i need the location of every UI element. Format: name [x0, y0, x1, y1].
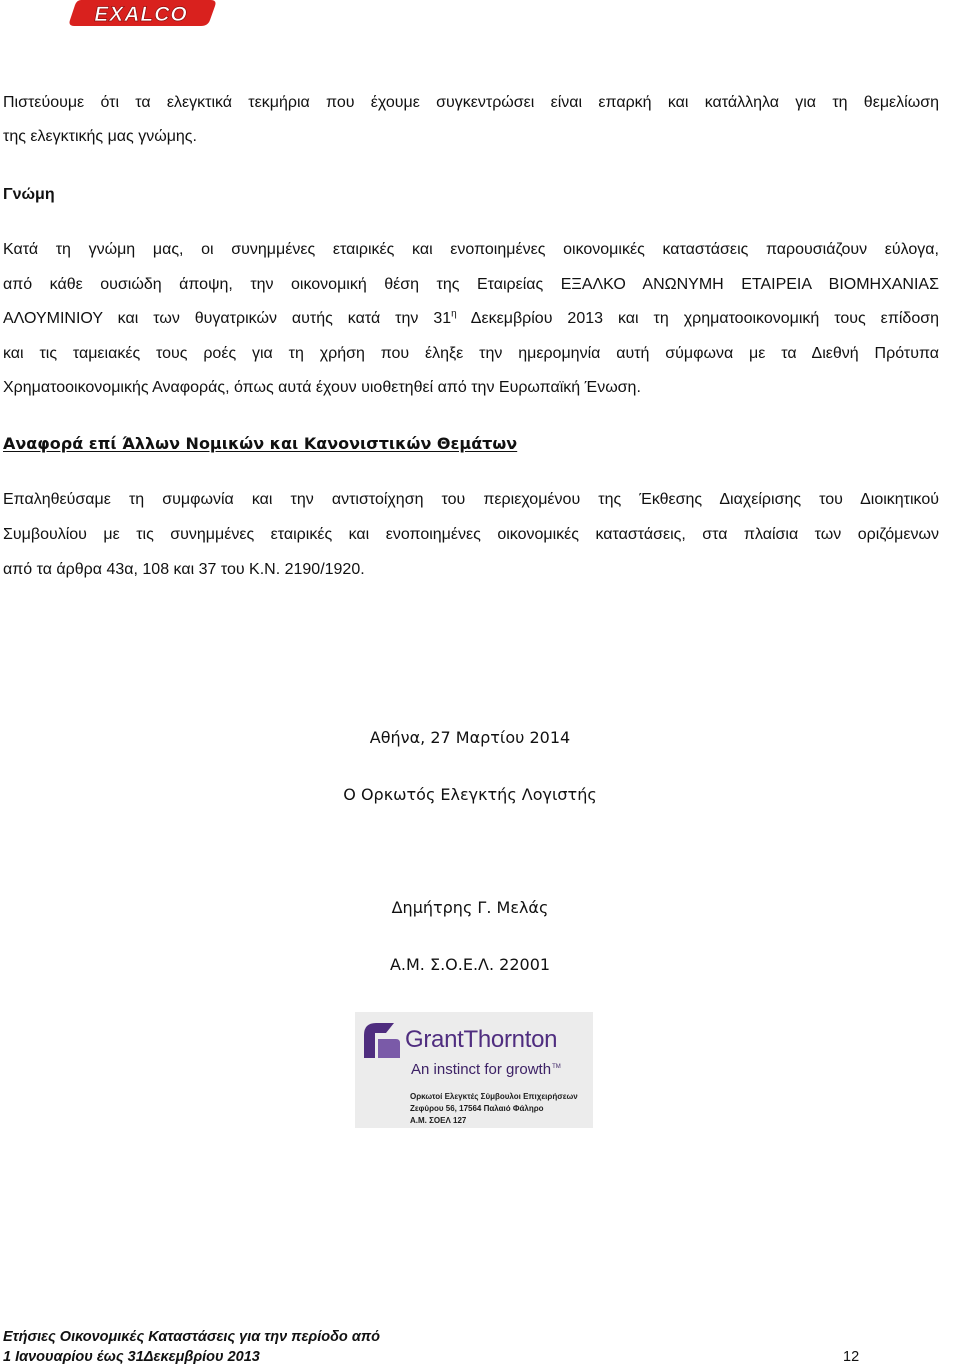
paragraph-line: Χρηματοοικονομικής Αναφοράς, όπως αυτά έχουν υιοθετηθεί από την Ευρωπαϊκή Ένωση.	[3, 379, 641, 396]
footer-title-line: Ετήσιες Οικονομικές Καταστάσεις για την περίοδο από	[3, 1329, 380, 1345]
paragraph-line: Συμβουλίου με τις συνημμένες εταιρικές και ενοποιημένες οικονομικές καταστάσεις, στα πλαίσια των οριζόμενων	[3, 526, 939, 543]
paragraph-line: της ελεγκτικής μας γνώμης.	[3, 128, 197, 145]
stamp-tagline: An instinct for growth	[411, 1061, 552, 1078]
logo-text: EXALCO	[94, 3, 188, 26]
other-matters-heading: Αναφορά επί Άλλων Νομικών και Κανονιστικών Θεμάτων	[3, 434, 518, 453]
opinion-heading: Γνώμη	[3, 186, 55, 203]
auditor-name: Δημήτρης Γ. Μελάς	[391, 898, 549, 917]
basis-paragraph	[3, 86, 939, 154]
line-text-after-ordinal: Δεκεμβρίου 2013 και τη χρηματοοικονομική τους επίδοση	[456, 310, 939, 327]
page-footer	[3, 1327, 823, 1367]
page-number: 12	[843, 1349, 860, 1365]
paragraph-line: Κατά τη γνώμη μας, οι συνημμένες εταιρικές και ενοποιημένες οικονομικές καταστάσεις παρουσιάζουν εύλογα,	[3, 241, 939, 258]
stamp-line: Α.Μ. ΣΟΕΛ 127	[410, 1116, 467, 1125]
paragraph-line	[3, 302, 939, 337]
paragraph-line: και τις ταμειακές τους ροές για τη χρήση που έληξε την ημερομηνία αυτή σύμφωνα με τα Διεθνή Πρότυπα	[3, 344, 939, 362]
stamp-line: Ορκωτοί Ελεγκτές Σύμβουλοι Επιχειρήσεων	[410, 1092, 578, 1101]
exalco-logo	[67, 0, 217, 26]
stamp-brand: GrantThornton	[405, 1026, 558, 1053]
auditor-firm-stamp	[355, 1012, 593, 1128]
line-text-before-ordinal: ΑΛΟΥΜΙΝΙΟΥ και των θυγατρικών αυτής κατά την 31	[3, 310, 452, 327]
ordinal-suffix: η	[451, 308, 457, 320]
paragraph-line: από κάθε ουσιώδη άποψη, την οικονομική θέση της Εταιρείας ΕΞΑΛΚΟ ΑΝΩΝΥΜΗ ΕΤΑΙΡΕΙΑ ΒΙΟΜΗΧΑΝΙΑΣ	[3, 275, 939, 293]
opinion-paragraph	[3, 233, 939, 406]
stamp-line: Ζεφύρου 56, 17564 Παλαιό Φάληρο	[410, 1104, 544, 1113]
other-matters-paragraph	[3, 482, 939, 587]
paragraph-line: από τα άρθρα 43α, 108 και 37 του Κ.Ν. 2190/1920.	[3, 561, 365, 578]
auditor-registration: Α.Μ. Σ.Ο.Ε.Λ. 22001	[389, 955, 551, 974]
auditor-title: Ο Ορκωτός Ελεγκτής Λογιστής	[343, 785, 597, 804]
paragraph-line: Πιστεύουμε ότι τα ελεγκτικά τεκμήρια που έχουμε συγκεντρώσει είναι επαρκή και κατάλληλα για τη θεμελίωση	[3, 94, 939, 111]
trademark-mark: TM	[552, 1064, 561, 1070]
place-date: Αθήνα, 27 Μαρτίου 2014	[369, 728, 571, 747]
footer-title-line: 1 Ιανουαρίου έως 31Δεκεμβρίου 2013	[3, 1349, 260, 1365]
paragraph-line: Επαληθεύσαμε τη συμφωνία και την αντιστοίχηση του περιεχομένου της Έκθεσης Διαχείρισης του Διοικητικού	[3, 491, 939, 508]
stamp-tagline-row	[411, 1061, 561, 1079]
grant-thornton-mark-icon	[359, 1018, 403, 1062]
